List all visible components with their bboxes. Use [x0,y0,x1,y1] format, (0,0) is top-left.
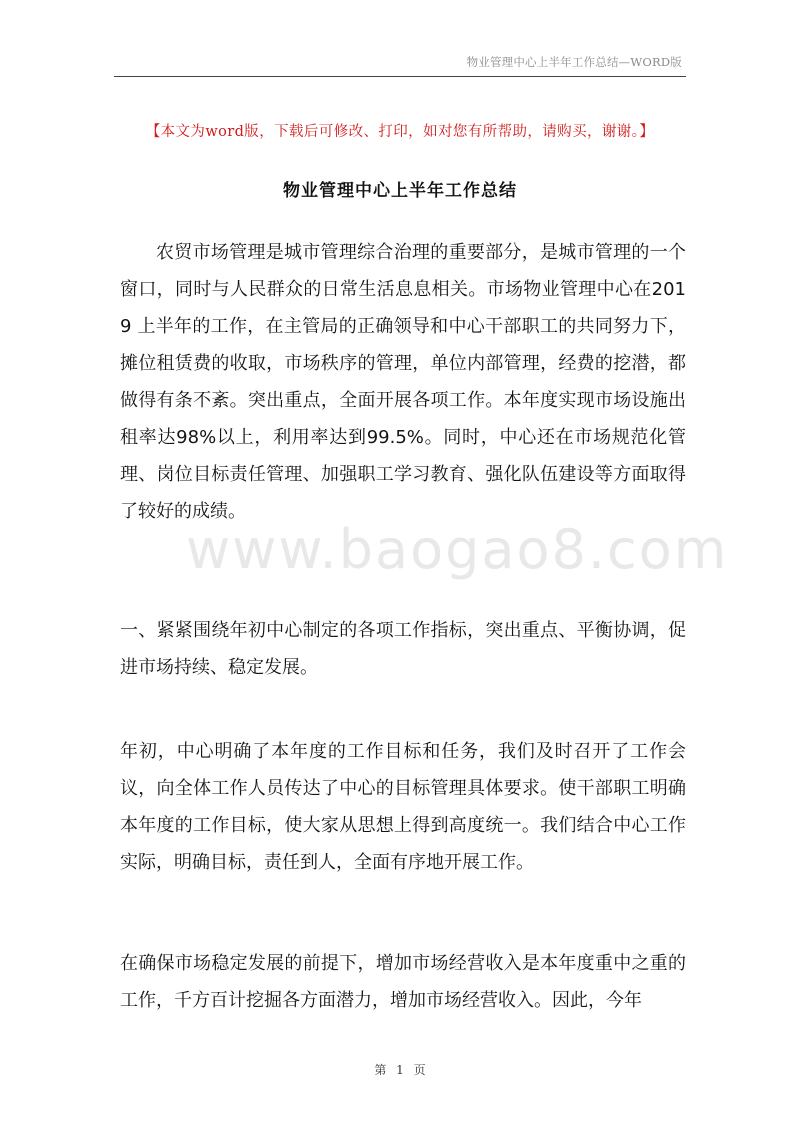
page-number-suffix: 页 [413,1063,426,1077]
header-divider [114,76,686,77]
paragraph-goals: 年初，中心明确了本年度的工作目标和任务，我们及时召开了工作会议，向全体工作人员传达了中心的目标管理具体要求。使干部职工明确本年度的工作目标，使大家从思想上得到高度统一。我们结合中心工作实际，明确目标，责任到人，全面有序地开展工作。 [120,741,686,873]
page-number: 1 [396,1063,404,1077]
paragraph-section-heading: 一、紧紧围绕年初中心制定的各项工作指标，突出重点、平衡协调，促进市场持续、稳定发展。 [120,620,686,678]
paragraph-revenue: 在确保市场稳定发展的前提下，增加市场经营收入是本年度重中之重的工作，千方百计挖掘各方面潜力，增加市场经营收入。因此，今年 [120,953,686,1011]
paragraph-intro: 农贸市场管理是城市管理综合治理的重要部分，是城市管理的一个窗口，同时与人民群众的日常生活息息相关。市场物业管理中心在2019 上半年的工作，在主管局的正确领导和中心干部职工的共同努力下，摊位租赁费的收取，市场秩序的管理，单位内部管理，经费的挖潜，都做得有条不紊。突出重点，全面开展各项工作。本年度实现市场设施出租率达98%以上，利用率达到99.5%。同时，中心还在市场规范化管理、岗位目标责任管理、加强职工学习教育、强化队伍建设等方面取得了较好的成绩。 [120,242,686,522]
watermark: www.baogao8.com [186,518,729,581]
word-version-notice: 【本文为word版，下载后可修改、打印，如对您有所帮助，请购买，谢谢。】 [145,124,655,140]
page-number-prefix: 第 [374,1063,387,1077]
page-footer [0,1061,800,1078]
document-title: 物业管理中心上半年工作总结 [283,181,517,201]
running-header: 物业管理中心上半年工作总结—WORD版 [466,55,682,69]
